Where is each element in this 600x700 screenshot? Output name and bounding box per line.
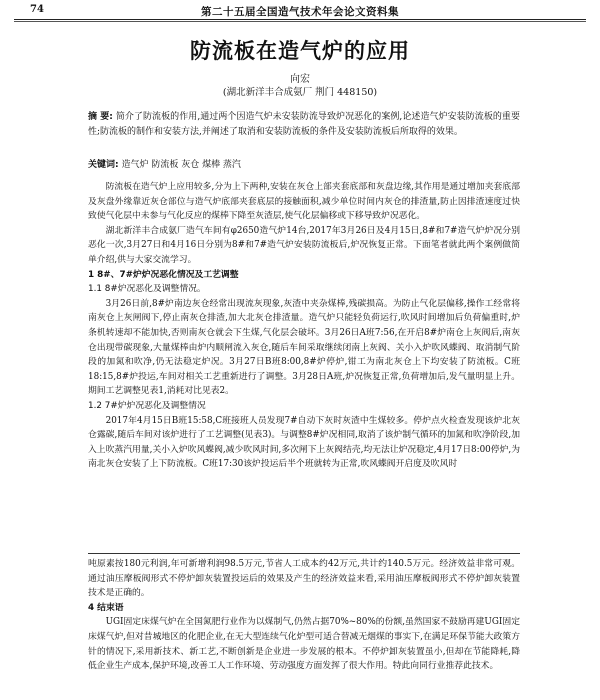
section-heading-1: 1 8#、7#炉炉况恶化情况及工艺调整 bbox=[88, 269, 239, 280]
abstract-text: 简介了防流板的作用,通过两个因造气炉未安装防流导致炉况恶化的案例,论述造气炉安装防流板的重要性;防流板的制作和安装方法,并阐述了取消和安装防流板的条件及安装防流板后所取得的效果。 bbox=[88, 112, 520, 137]
article-title: 防流板在造气炉的应用 bbox=[190, 39, 410, 63]
section-heading-4: 4 结束语 bbox=[88, 602, 124, 613]
running-header bbox=[10, 4, 590, 20]
article-author: 向宏 bbox=[290, 74, 310, 85]
keywords bbox=[88, 158, 520, 173]
keywords-label: 关键词: bbox=[88, 160, 119, 170]
abstract bbox=[88, 110, 520, 140]
running-title: 第二十五届全国造气技术年会论文资料集 bbox=[201, 6, 399, 18]
paragraph-background: 湖北新洋丰合成氨厂造气车间有φ2650造气炉14台,2017年3月26日及4月15日,8#和7#造气炉炉况分别恶化一次,3月27日和4月16日分别为8#和7#造气炉安装防流板后,炉况恢复正常。下面笔者就此两个案例做简单介绍,供与大家交流学习。 bbox=[88, 225, 520, 265]
paragraph-benefit: 吨原素按180元利润,年可新增利润98.5万元,节省人工成本约42万元,共计约140.5万元。经济效益非常可观。通过油压摩板阀形式不停炉卸灰装置投运后的效果及产生的经济效益来看,采用油压摩板阀形式不停炉卸灰装置技术是正确的。 bbox=[88, 559, 520, 599]
paragraph-case-7: 2017年4月15日B班15:58,C班接班人员发现7#自动下灰时灰渣中生煤较多。停炉点火检查发现该炉北灰仓露碳,随后车间对该炉进行了工艺调整(见表3)。与调整8#炉况相同,取消了该炉制气循环的加氮和吹净阶段,加入上吹蒸汽用量,关小入炉吹风蝶阀,减少吹风时间,多次闸下上灰阀结壳,均无法让炉况稳定,4月17日8:00停炉,为南北灰仓安装了上下防流板。C班17:30该炉投运后半个班就转为正常,吹风蝶阀开启度及吹风时 bbox=[88, 415, 520, 470]
header-rule bbox=[14, 19, 586, 20]
abstract-label: 摘 要: bbox=[88, 112, 113, 122]
paragraph-intro: 防流板在造气炉上应用较多,分为上下两种,安装在灰仓上部夹套底部和灰盘边缘,其作用是通过增加夹套底部及灰盘外缘靠近灰仓部位与造气炉底部夹套底层的接触面积,减少单位时间内灰仓的排渣量,防止因排渣速度过快致使气化层中未参与气化反应的煤棒下降至灰渣层,使气化层偏移或下移导致炉况恶化。 bbox=[88, 182, 520, 222]
keywords-text: 造气炉 防流板 灰仓 煤棒 蒸汽 bbox=[121, 160, 241, 170]
article-body-lower bbox=[88, 557, 520, 674]
page-number: 74 bbox=[30, 4, 44, 15]
subsection-heading-1-1: 1.1 8#炉况恶化及调整情况。 bbox=[88, 284, 206, 295]
paragraph-case-8: 3月26日前,8#炉南边灰仓经常出现流灰现象,灰渣中夹杂煤棒,残碳损高。为防止气化层偏移,操作工经常将南灰仓上灰闸阀下,停止南灰仓排渣,加大北灰仓排渣量。造气炉只能轻负荷运行,吹风时间增加后负荷偏重时,炉条机转速却不能加快,否则南灰仓就会下生煤,气化层会破坏。3月26日A班7:56,在开启8#炉南仓上灰阀后,南灰仓出现带碳现象,大量煤棒由炉内顺闸流入灰仓,随后车间采取继续闭南上灰阀、关小入炉吹风蝶阀、取消制气阶段的加氮和吹净,仍无法稳定炉况。3月27日B班8:00,8#炉停炉,钳工为南北灰仓上下均安装了防流板。C班18:15,8#炉投运,车间对相关工艺重新进行了调整。3月28日A班,炉况恢复正常,负荷增加后,发气量明显上升。期间工艺调整见表1,消耗对比见表2。 bbox=[88, 298, 520, 397]
article-separator-rule bbox=[88, 553, 520, 554]
article-affiliation: (湖北新洋丰合成氨厂 荆门 448150) bbox=[222, 87, 378, 98]
header-rule-thin bbox=[14, 21, 586, 22]
subsection-heading-1-2: 1.2 7#炉炉况恶化及调整情况 bbox=[88, 400, 206, 411]
article-body-upper bbox=[88, 180, 520, 472]
paragraph-conclusion: UGI固定床煤气炉在全国氮肥行业作为以煤制气,仍然占据70%~80%的份额,虽然国家不鼓励再建UGI固定床煤气炉,但对昔城地区的化肥企业,在无大型连续气化炉型可适合替减无烟煤的事实下,在满足环保节能大政策方针的情况下,采用新技术、新工艺,不断创新是企业进一步发展的根本。不停炉卸灰装置虽小,但却在节能降耗,降低企业生产成本,保护环境,改善工人工作环境、劳动强度方面发挥了很大作用。特此向同行业推荐此技术。 bbox=[88, 617, 520, 672]
